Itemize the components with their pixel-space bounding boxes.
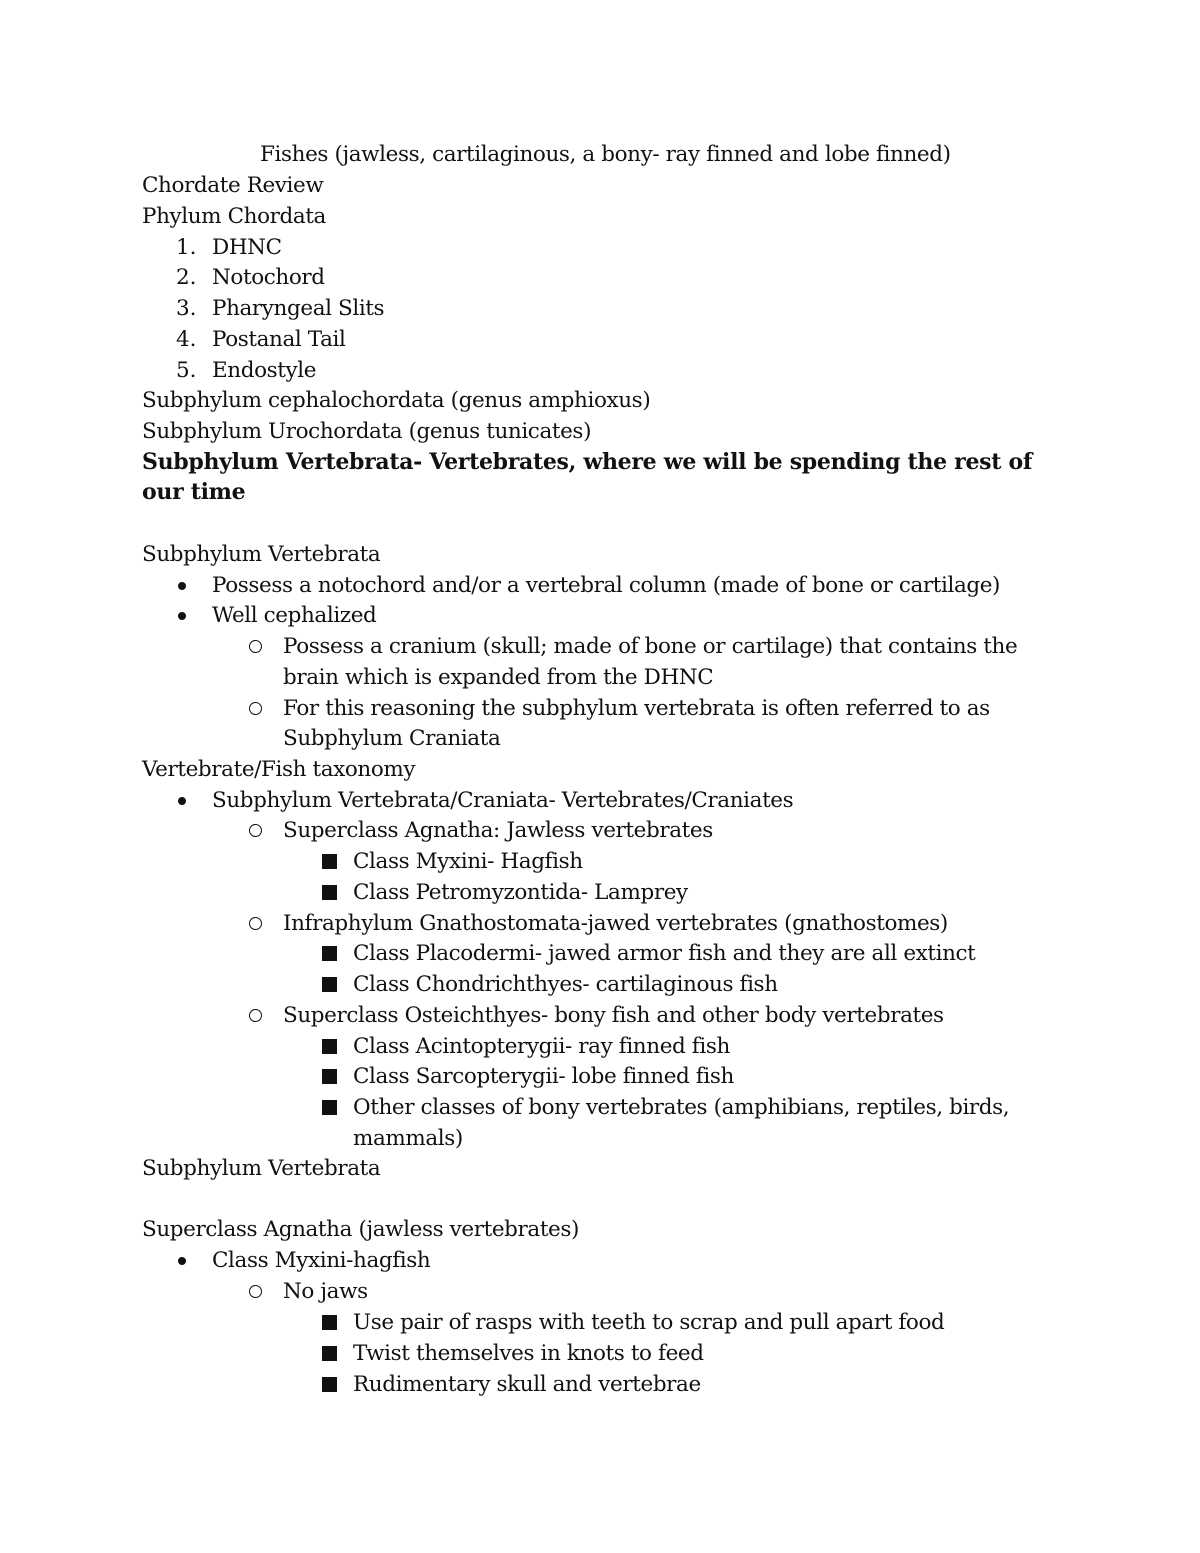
list-item: Use pair of rasps with teeth to scrap and pull apart food (353, 1310, 945, 1335)
list-item: Class Petromyzontida- Lamprey (353, 880, 688, 905)
bullet-dot-icon (178, 797, 186, 805)
subphylum-vertebrata-heading-2: Subphylum Vertebrata (142, 1156, 381, 1181)
list-item-continuation: Subphylum Craniata (283, 726, 501, 751)
subphylum-cephalochordata: Subphylum cephalochordata (genus amphioxus) (142, 388, 651, 413)
list-item: Class Placodermi- jawed armor fish and they are all extinct (353, 941, 976, 966)
list-number: 4. (176, 327, 197, 352)
list-number: 2. (176, 265, 197, 290)
taxonomy-heading: Vertebrate/Fish taxonomy (142, 757, 416, 782)
list-number: 5. (176, 358, 197, 383)
bullet-circle-icon (249, 640, 262, 653)
bullet-square-icon (322, 946, 337, 961)
list-item: Class Myxini-hagfish (212, 1248, 431, 1273)
phylum-chordata-heading: Phylum Chordata (142, 204, 326, 229)
list-item: Possess a cranium (skull; made of bone or cartilage) that contains the (283, 634, 1018, 659)
bullet-square-icon (322, 1377, 337, 1392)
bold-statement-line2: our time (142, 479, 246, 505)
list-number: 1. (176, 235, 197, 260)
subphylum-vertebrata-heading: Subphylum Vertebrata (142, 542, 381, 567)
list-item: Class Acintopterygii- ray finned fish (353, 1034, 730, 1059)
list-item: Well cephalized (212, 603, 377, 628)
bullet-square-icon (322, 885, 337, 900)
bullet-square-icon (322, 977, 337, 992)
list-item: DHNC (212, 235, 282, 260)
bullet-circle-icon (249, 917, 262, 930)
list-item: Class Chondrichthyes- cartilaginous fish (353, 972, 778, 997)
list-item: Superclass Agnatha: Jawless vertebrates (283, 818, 713, 843)
bullet-square-icon (322, 1039, 337, 1054)
bullet-dot-icon (178, 582, 186, 590)
bullet-square-icon (322, 854, 337, 869)
bullet-circle-icon (249, 1285, 262, 1298)
bullet-circle-icon (249, 1009, 262, 1022)
list-item-continuation: mammals) (353, 1126, 463, 1151)
list-item: Notochord (212, 265, 325, 290)
list-item: Endostyle (212, 358, 317, 383)
chordate-review-heading: Chordate Review (142, 173, 324, 198)
bullet-square-icon (322, 1069, 337, 1084)
list-item: Rudimentary skull and vertebrae (353, 1372, 701, 1397)
list-number: 3. (176, 296, 197, 321)
bullet-square-icon (322, 1346, 337, 1361)
list-item: Twist themselves in knots to feed (353, 1341, 704, 1366)
bullet-square-icon (322, 1315, 337, 1330)
list-item: Superclass Osteichthyes- bony fish and other body vertebrates (283, 1003, 944, 1028)
list-item: For this reasoning the subphylum vertebrata is often referred to as (283, 696, 990, 721)
subphylum-urochordata: Subphylum Urochordata (genus tunicates) (142, 419, 592, 444)
list-item: Postanal Tail (212, 327, 346, 352)
list-item: Class Sarcopterygii- lobe finned fish (353, 1064, 734, 1089)
list-item: No jaws (283, 1279, 368, 1304)
list-item: Pharyngeal Slits (212, 296, 385, 321)
list-item: Class Myxini- Hagfish (353, 849, 583, 874)
document-title: Fishes (jawless, cartilaginous, a bony- ray finned and lobe finned) (260, 142, 951, 167)
superclass-agnatha-heading: Superclass Agnatha (jawless vertebrates) (142, 1217, 580, 1242)
bullet-square-icon (322, 1100, 337, 1115)
list-item: Subphylum Vertebrata/Craniata- Vertebrates/Craniates (212, 788, 794, 813)
bullet-dot-icon (178, 1257, 186, 1265)
list-item: Possess a notochord and/or a vertebral column (made of bone or cartilage) (212, 573, 1001, 598)
bullet-circle-icon (249, 824, 262, 837)
bullet-circle-icon (249, 702, 262, 715)
list-item: Other classes of bony vertebrates (amphibians, reptiles, birds, (353, 1095, 1010, 1120)
bullet-dot-icon (178, 612, 186, 620)
bold-statement-line1: Subphylum Vertebrata- Vertebrates, where we will be spending the rest of (142, 449, 1033, 475)
list-item: Infraphylum Gnathostomata-jawed vertebrates (gnathostomes) (283, 911, 948, 936)
list-item-continuation: brain which is expanded from the DHNC (283, 665, 714, 690)
